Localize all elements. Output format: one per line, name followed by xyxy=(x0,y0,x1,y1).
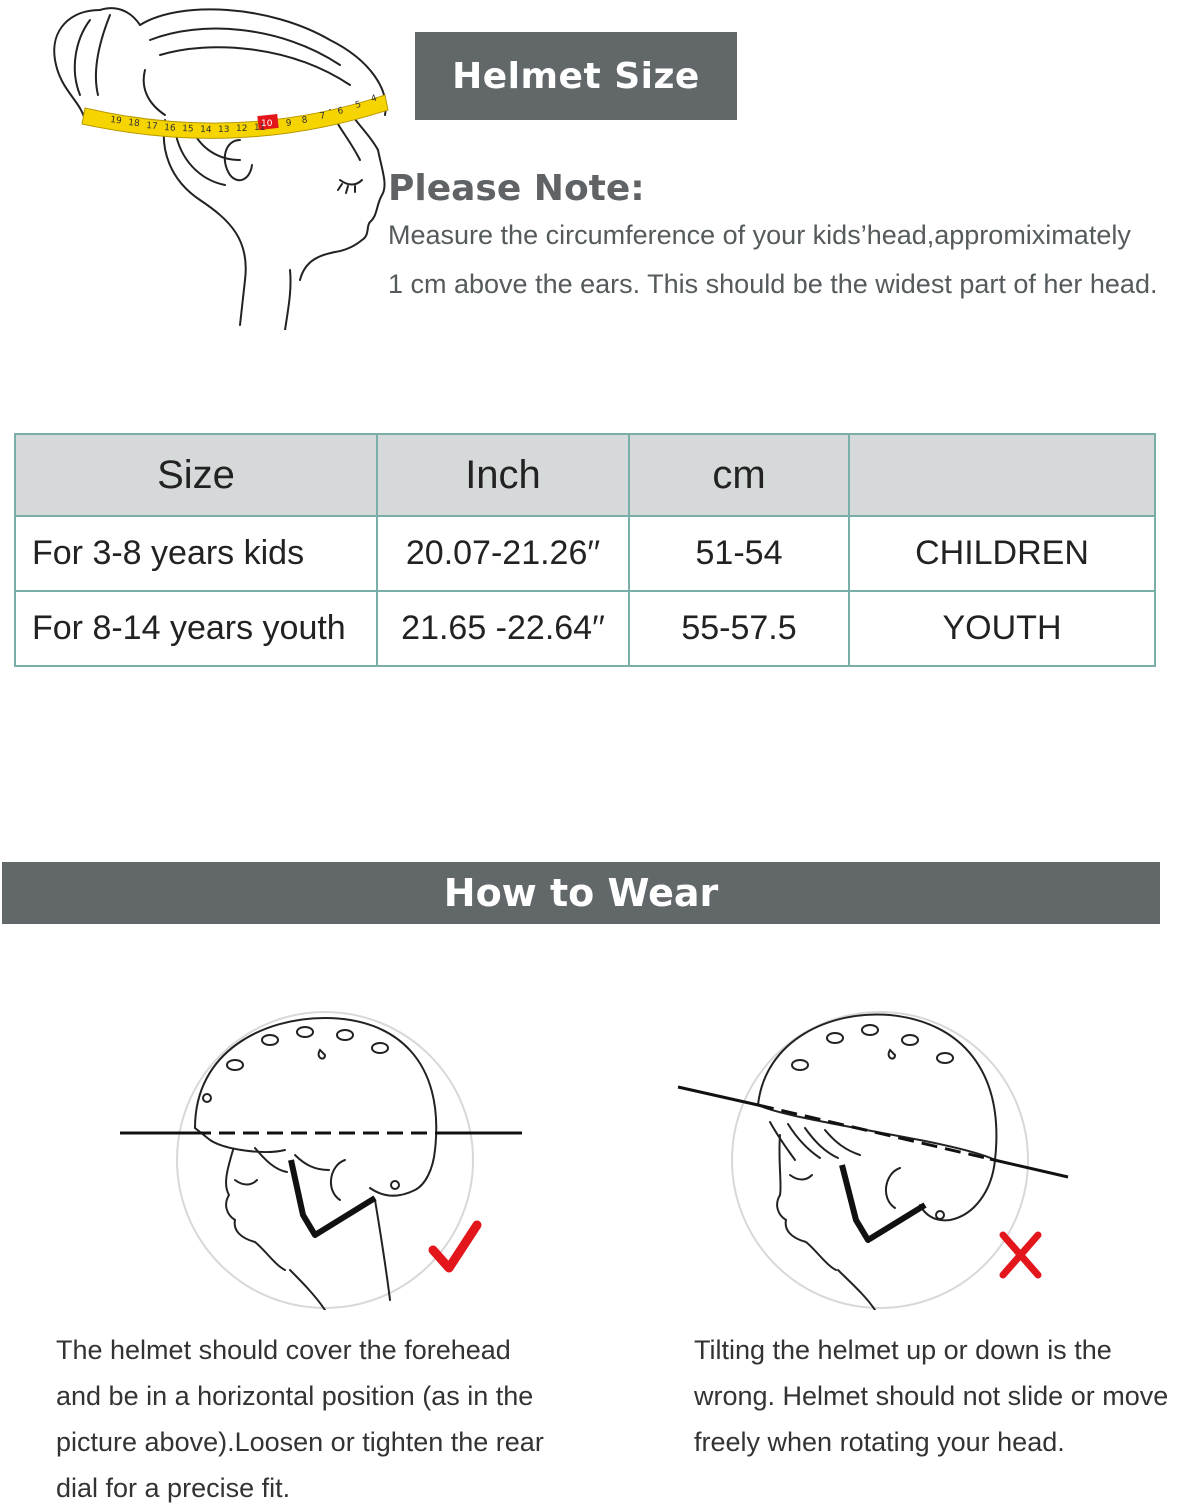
tape-number: 6 xyxy=(336,106,345,117)
tape-number: 10 xyxy=(261,119,273,129)
tape-number: 18 xyxy=(127,118,141,130)
cell-category: CHILDREN xyxy=(849,516,1155,591)
tape-number: 9 xyxy=(285,118,292,129)
cell-cm: 55-57.5 xyxy=(629,591,849,666)
caption-line: wrong. Helmet should not slide or move xyxy=(694,1381,1169,1411)
caption-line: Tilting the helmet up or down is the xyxy=(694,1335,1112,1365)
wrong-wear-illustration xyxy=(670,1010,1090,1310)
note-text-line: Measure the circumference of your kids’head,appromiximately xyxy=(388,220,1131,250)
cell-category: YOUTH xyxy=(849,591,1155,666)
wrong-wear-caption xyxy=(694,1327,1168,1465)
caption-line: dial for a precise fit. xyxy=(56,1473,291,1503)
tape-number: 4 xyxy=(369,93,379,105)
tape-number: 12 xyxy=(236,124,248,134)
cell-cm: 51-54 xyxy=(629,516,849,591)
cross-icon xyxy=(1003,1235,1038,1275)
table-row xyxy=(15,591,1155,666)
cell-inch: 20.07-21.26′′ xyxy=(377,516,629,591)
cell-size: For 3-8 years kids xyxy=(15,516,377,591)
correct-wear-caption xyxy=(56,1327,544,1511)
tape-number: 11 xyxy=(254,123,266,133)
table-row xyxy=(15,516,1155,591)
header-cm: cm xyxy=(629,434,849,516)
tape-number: 8 xyxy=(301,115,309,126)
header-category xyxy=(849,434,1155,516)
note-text-line: 1 cm above the ears. This should be the widest part of her head. xyxy=(388,269,1158,299)
tape-number: 17 xyxy=(145,121,159,132)
tape-number: 16 xyxy=(163,123,176,134)
tape-number: 15 xyxy=(181,124,194,135)
caption-line: The helmet should cover the forehead xyxy=(56,1335,511,1365)
header-size: Size xyxy=(15,434,377,516)
table-header-row xyxy=(15,434,1155,516)
cell-inch: 21.65 -22.64′′ xyxy=(377,591,629,666)
helmet-size-banner: Helmet Size xyxy=(415,32,737,120)
head-measure-illustration xyxy=(30,0,400,330)
tape-number: 13 xyxy=(218,125,230,135)
tape-number: 5 xyxy=(354,99,363,111)
caption-line: picture above).Loosen or tighten the rear xyxy=(56,1427,544,1457)
cell-size: For 8-14 years youth xyxy=(15,591,377,666)
tape-number: 7 xyxy=(319,111,327,122)
tape-number: 19 xyxy=(109,115,123,127)
caption-line: and be in a horizontal position (as in the xyxy=(56,1381,534,1411)
caption-line: freely when rotating your head. xyxy=(694,1427,1065,1457)
size-table xyxy=(14,433,1156,667)
correct-wear-illustration xyxy=(115,1010,535,1310)
note-title: Please Note: xyxy=(388,168,645,209)
header-inch: Inch xyxy=(377,434,629,516)
tape-number: 14 xyxy=(199,125,212,136)
how-to-wear-banner: How to Wear xyxy=(2,862,1160,924)
